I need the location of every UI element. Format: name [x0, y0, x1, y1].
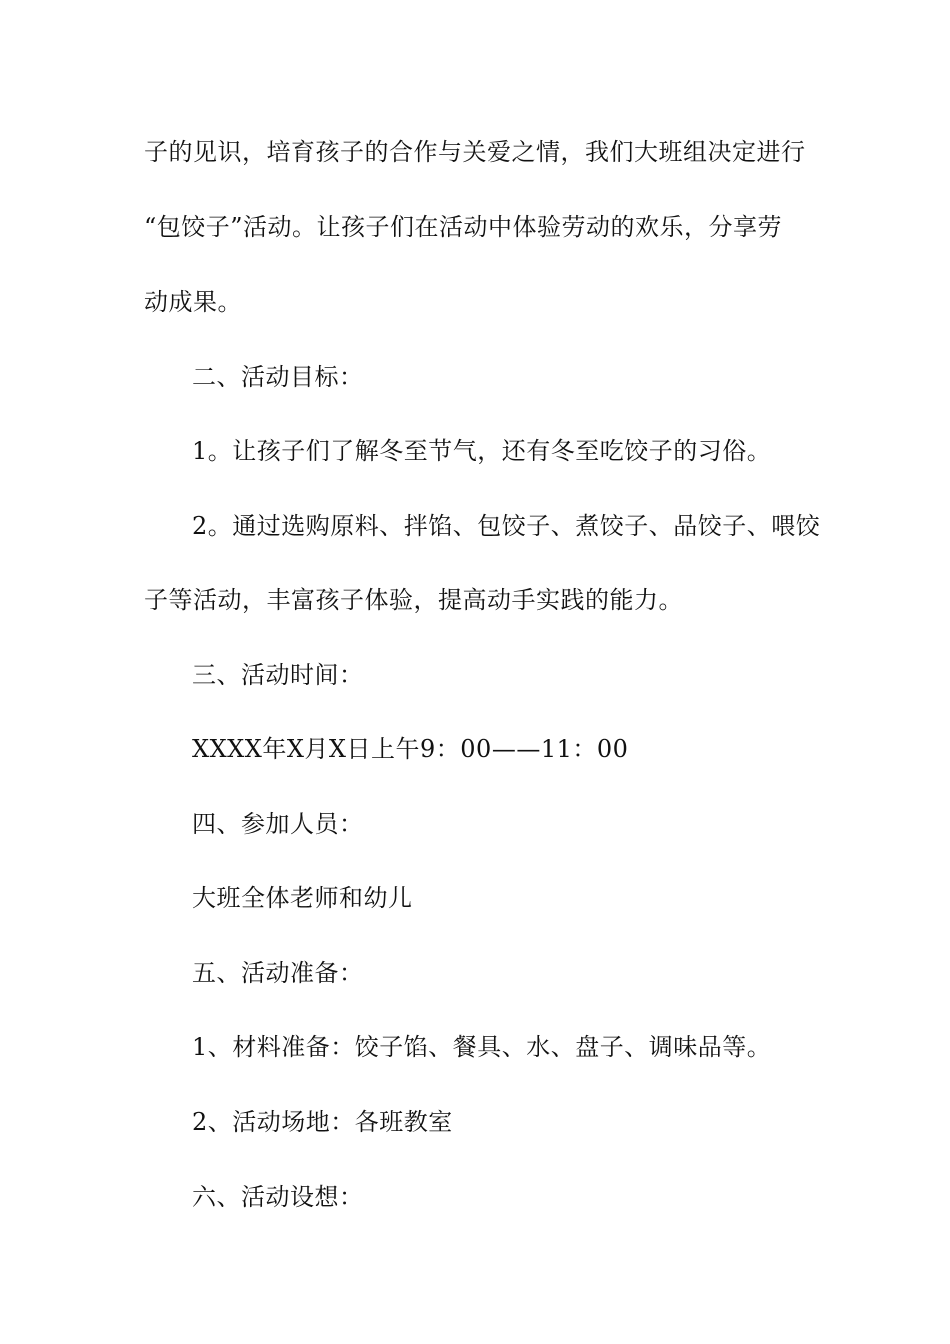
activity-time-value: XXXX年X月X日上午9：00——11：00 — [192, 735, 629, 763]
participants-value: 大班全体老师和幼儿 — [192, 884, 413, 912]
paragraph-intro-line-1: 子的见识，培育孩子的合作与关爱之情，我们大班组决定进行 — [144, 138, 806, 166]
section-heading-participants: 四、参加人员： — [192, 810, 364, 838]
paragraph-intro-line-2: “包饺子”活动。让孩子们在活动中体验劳动的欢乐，分享劳 — [144, 213, 783, 241]
section-heading-preparation: 五、活动准备： — [192, 959, 364, 987]
goal-item-2-line-2: 子等活动，丰富孩子体验，提高动手实践的能力。 — [144, 586, 683, 614]
preparation-item-1: 1、材料准备：饺子馅、餐具、水、盘子、调味品等。 — [192, 1033, 772, 1061]
section-heading-goals: 二、活动目标： — [192, 363, 364, 391]
paragraph-intro-line-3: 动成果。 — [144, 288, 242, 316]
goal-item-1: 1。让孩子们了解冬至节气，还有冬至吃饺子的习俗。 — [192, 437, 772, 465]
preparation-item-2: 2、活动场地：各班教室 — [192, 1108, 453, 1136]
section-heading-time: 三、活动时间： — [192, 661, 364, 689]
section-heading-plan: 六、活动设想： — [192, 1183, 364, 1211]
goal-item-2-line-1: 2。通过选购原料、拌馅、包饺子、煮饺子、品饺子、喂饺 — [192, 512, 821, 540]
